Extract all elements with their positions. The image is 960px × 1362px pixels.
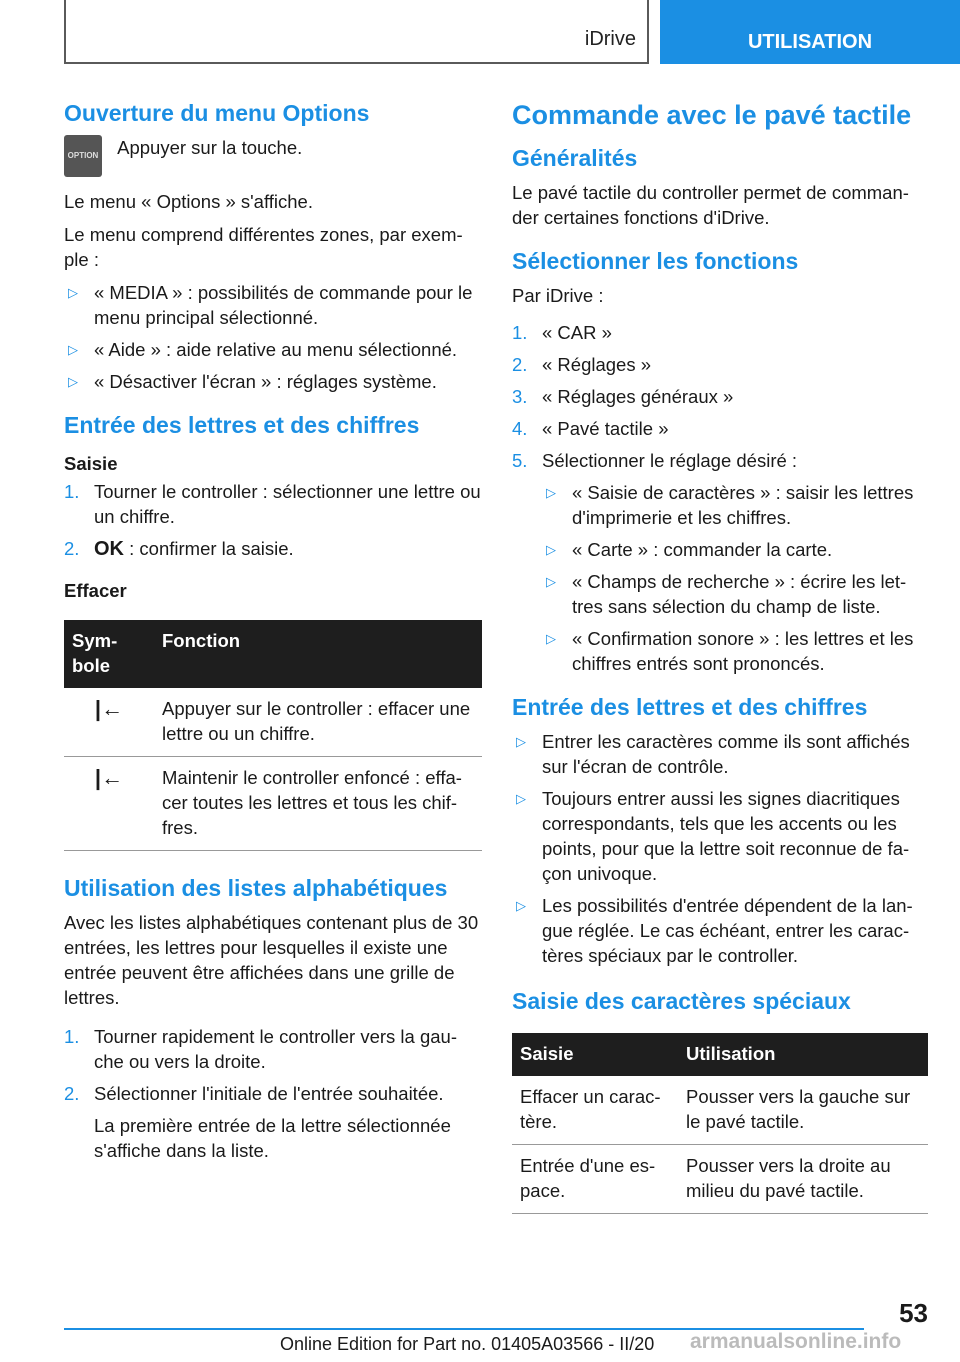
step-number: 3. (512, 386, 528, 407)
saisie-label: Saisie (64, 453, 118, 474)
step-number: 1. (64, 1026, 80, 1047)
step-text: « CAR » (542, 322, 612, 343)
header-frame (64, 0, 649, 64)
triangle-bullet-icon: ▷ (546, 631, 556, 646)
list-item (64, 1024, 482, 1074)
table-cell: Appuyer sur le controller : effacer une lettre ou un chiffre. (154, 688, 482, 757)
list-item-text: Les possibilités d'entrée dépendent de la lan-gue réglée. Le cas échéant, entrer les carac-tères spéciaux par le controller. (542, 895, 913, 966)
list-item (64, 1081, 482, 1106)
options-p2: Le menu comprend différentes zones, par exem-ple : (64, 224, 463, 270)
table-cell: Pousser vers la droite au milieu du pavé tactile. (678, 1145, 928, 1214)
table-cell: Entrée d'une es-pace. (512, 1145, 678, 1214)
list-item (64, 369, 482, 394)
list-item (64, 337, 482, 362)
options-p1: Le menu « Options » s'affiche. (64, 191, 313, 212)
options-list (64, 280, 482, 394)
step-number: 2. (512, 354, 528, 375)
table-cell: Effacer un carac-tère. (512, 1076, 678, 1145)
triangle-bullet-icon: ▷ (516, 791, 526, 806)
special-title: Saisie des caractères spéciaux (512, 988, 851, 1014)
list-item-text: Toujours entrer aussi les signes diacritiques correspondants, tels que les accents ou les points, pour que la lettre soit reconnue de fa-çon univoque. (542, 788, 910, 884)
edition-text: Online Edition for Part no. 01405A03566 - II/20 (280, 1334, 655, 1354)
list-item (542, 569, 928, 619)
step-text: « Pavé tactile » (542, 418, 669, 439)
list-item-text: « Carte » : commander la carte. (572, 539, 833, 560)
entry-title: Entrée des lettres et des chiffres (64, 412, 420, 438)
list-item (542, 626, 928, 676)
erase-symbol-icon: |← (64, 757, 154, 851)
options-press-row (64, 135, 482, 177)
step-text: « Réglages généraux » (542, 386, 734, 407)
select-steps (512, 320, 928, 473)
list-item-text: « Saisie de caractères » : saisir les lettres d'imprimerie et les chiffres. (572, 482, 914, 528)
general-paragraph: Le pavé tactile du controller permet de comman-der certaines fonctions d'iDrive. (512, 182, 909, 228)
page-number: 53 (899, 1298, 928, 1328)
triangle-bullet-icon: ▷ (516, 734, 526, 749)
list-item (512, 416, 928, 441)
table-header-function: Fonction (154, 620, 482, 688)
step-number: 2. (64, 1083, 80, 1104)
table-row (512, 1145, 928, 1214)
alpha-title: Utilisation des listes alphabétiques (64, 875, 448, 901)
header-section: iDrive (584, 28, 636, 50)
table-cell: Pousser vers la gauche sur le pavé tactile. (678, 1076, 928, 1145)
step-number: 1. (64, 481, 80, 502)
touchpad-title: Commande avec le pavé tactile (512, 100, 912, 130)
erase-table (64, 620, 482, 851)
triangle-bullet-icon: ▷ (546, 485, 556, 500)
table-header-saisie: Saisie (512, 1033, 678, 1076)
triangle-bullet-icon: ▷ (68, 285, 78, 300)
list-item (64, 479, 482, 529)
step-text: « Réglages » (542, 354, 652, 375)
list-item (542, 537, 928, 562)
list-item (542, 480, 928, 530)
step-text: Sélectionner le réglage désiré : (542, 450, 798, 471)
list-item (512, 893, 928, 968)
erase-symbol-icon: |← (64, 688, 154, 757)
triangle-bullet-icon: ▷ (546, 542, 556, 557)
watermark: armanualsonline.info (690, 1330, 902, 1353)
triangle-bullet-icon: ▷ (68, 374, 78, 389)
special-table (512, 1033, 928, 1214)
alpha-paragraph: Avec les listes alphabétiques contenant plus de 30 entrées, les lettres pour lesquelles il existe une entrée peuvent être affichées dans une grille de lettres. (64, 912, 479, 1008)
list-item-text: « Champs de recherche » : écrire les let-tres sans sélection du champ de liste. (572, 571, 907, 617)
list-item (512, 729, 928, 779)
alpha-after: La première entrée de la lettre sélectionnée s'affiche dans la liste. (94, 1115, 451, 1161)
list-item (512, 320, 928, 345)
step-number: 4. (512, 418, 528, 439)
select-intro: Par iDrive : (512, 285, 604, 306)
list-item-text: « MEDIA » : possibilités de commande pour le menu principal sélectionné. (94, 282, 473, 328)
touch-entry-title: Entrée des lettres et des chiffres (512, 694, 868, 720)
header-chapter-tab (660, 0, 960, 64)
list-item (64, 536, 482, 562)
triangle-bullet-icon: ▷ (516, 898, 526, 913)
select-title: Sélectionner les fonctions (512, 248, 799, 274)
list-item (64, 280, 482, 330)
table-cell: Maintenir le controller enfoncé : effa-cer toutes les lettres et tous les chif-fres. (154, 757, 482, 851)
option-key-icon: OPTION (64, 135, 102, 177)
touch-entry-list (512, 729, 928, 968)
effacer-label: Effacer (64, 580, 127, 601)
table-row (64, 688, 482, 757)
list-item-text: Entrer les caractères comme ils sont affichés sur l'écran de contrôle. (542, 731, 910, 777)
general-title: Généralités (512, 145, 638, 171)
triangle-bullet-icon: ▷ (68, 342, 78, 357)
step-text: : confirmer la saisie. (124, 538, 294, 559)
alpha-steps (64, 1024, 482, 1106)
list-item (512, 448, 928, 473)
list-item-text: « Désactiver l'écran » : réglages système. (94, 371, 437, 392)
options-press-text: Appuyer sur la touche. (117, 137, 303, 158)
select-sub-list (542, 480, 928, 676)
list-item-text: « Confirmation sonore » : les lettres et les chiffres entrés sont prononcés. (572, 628, 914, 674)
right-column (512, 100, 928, 1238)
list-item (512, 384, 928, 409)
step-text: Sélectionner l'initiale de l'entrée souhaitée. (94, 1083, 444, 1104)
table-header-symbol: Sym-bole (64, 620, 154, 688)
step-text: Tourner le controller : sélectionner une lettre ou un chiffre. (94, 481, 481, 527)
triangle-bullet-icon: ▷ (546, 574, 556, 589)
step-number: 5. (512, 450, 528, 471)
entry-steps (64, 479, 482, 562)
ok-icon: OK (94, 538, 124, 560)
options-title: Ouverture du menu Options (64, 100, 370, 126)
step-text: Tourner rapidement le controller vers la gau-che ou vers la droite. (94, 1026, 457, 1072)
left-column (64, 100, 482, 1171)
list-item (512, 352, 928, 377)
table-row (512, 1076, 928, 1145)
table-header-utilisation: Utilisation (678, 1033, 928, 1076)
list-item-text: « Aide » : aide relative au menu sélectionné. (94, 339, 458, 360)
step-number: 1. (512, 322, 528, 343)
table-row (64, 757, 482, 851)
step-number: 2. (64, 538, 80, 559)
list-item (512, 786, 928, 886)
chapter-title: UTILISATION (747, 31, 873, 53)
